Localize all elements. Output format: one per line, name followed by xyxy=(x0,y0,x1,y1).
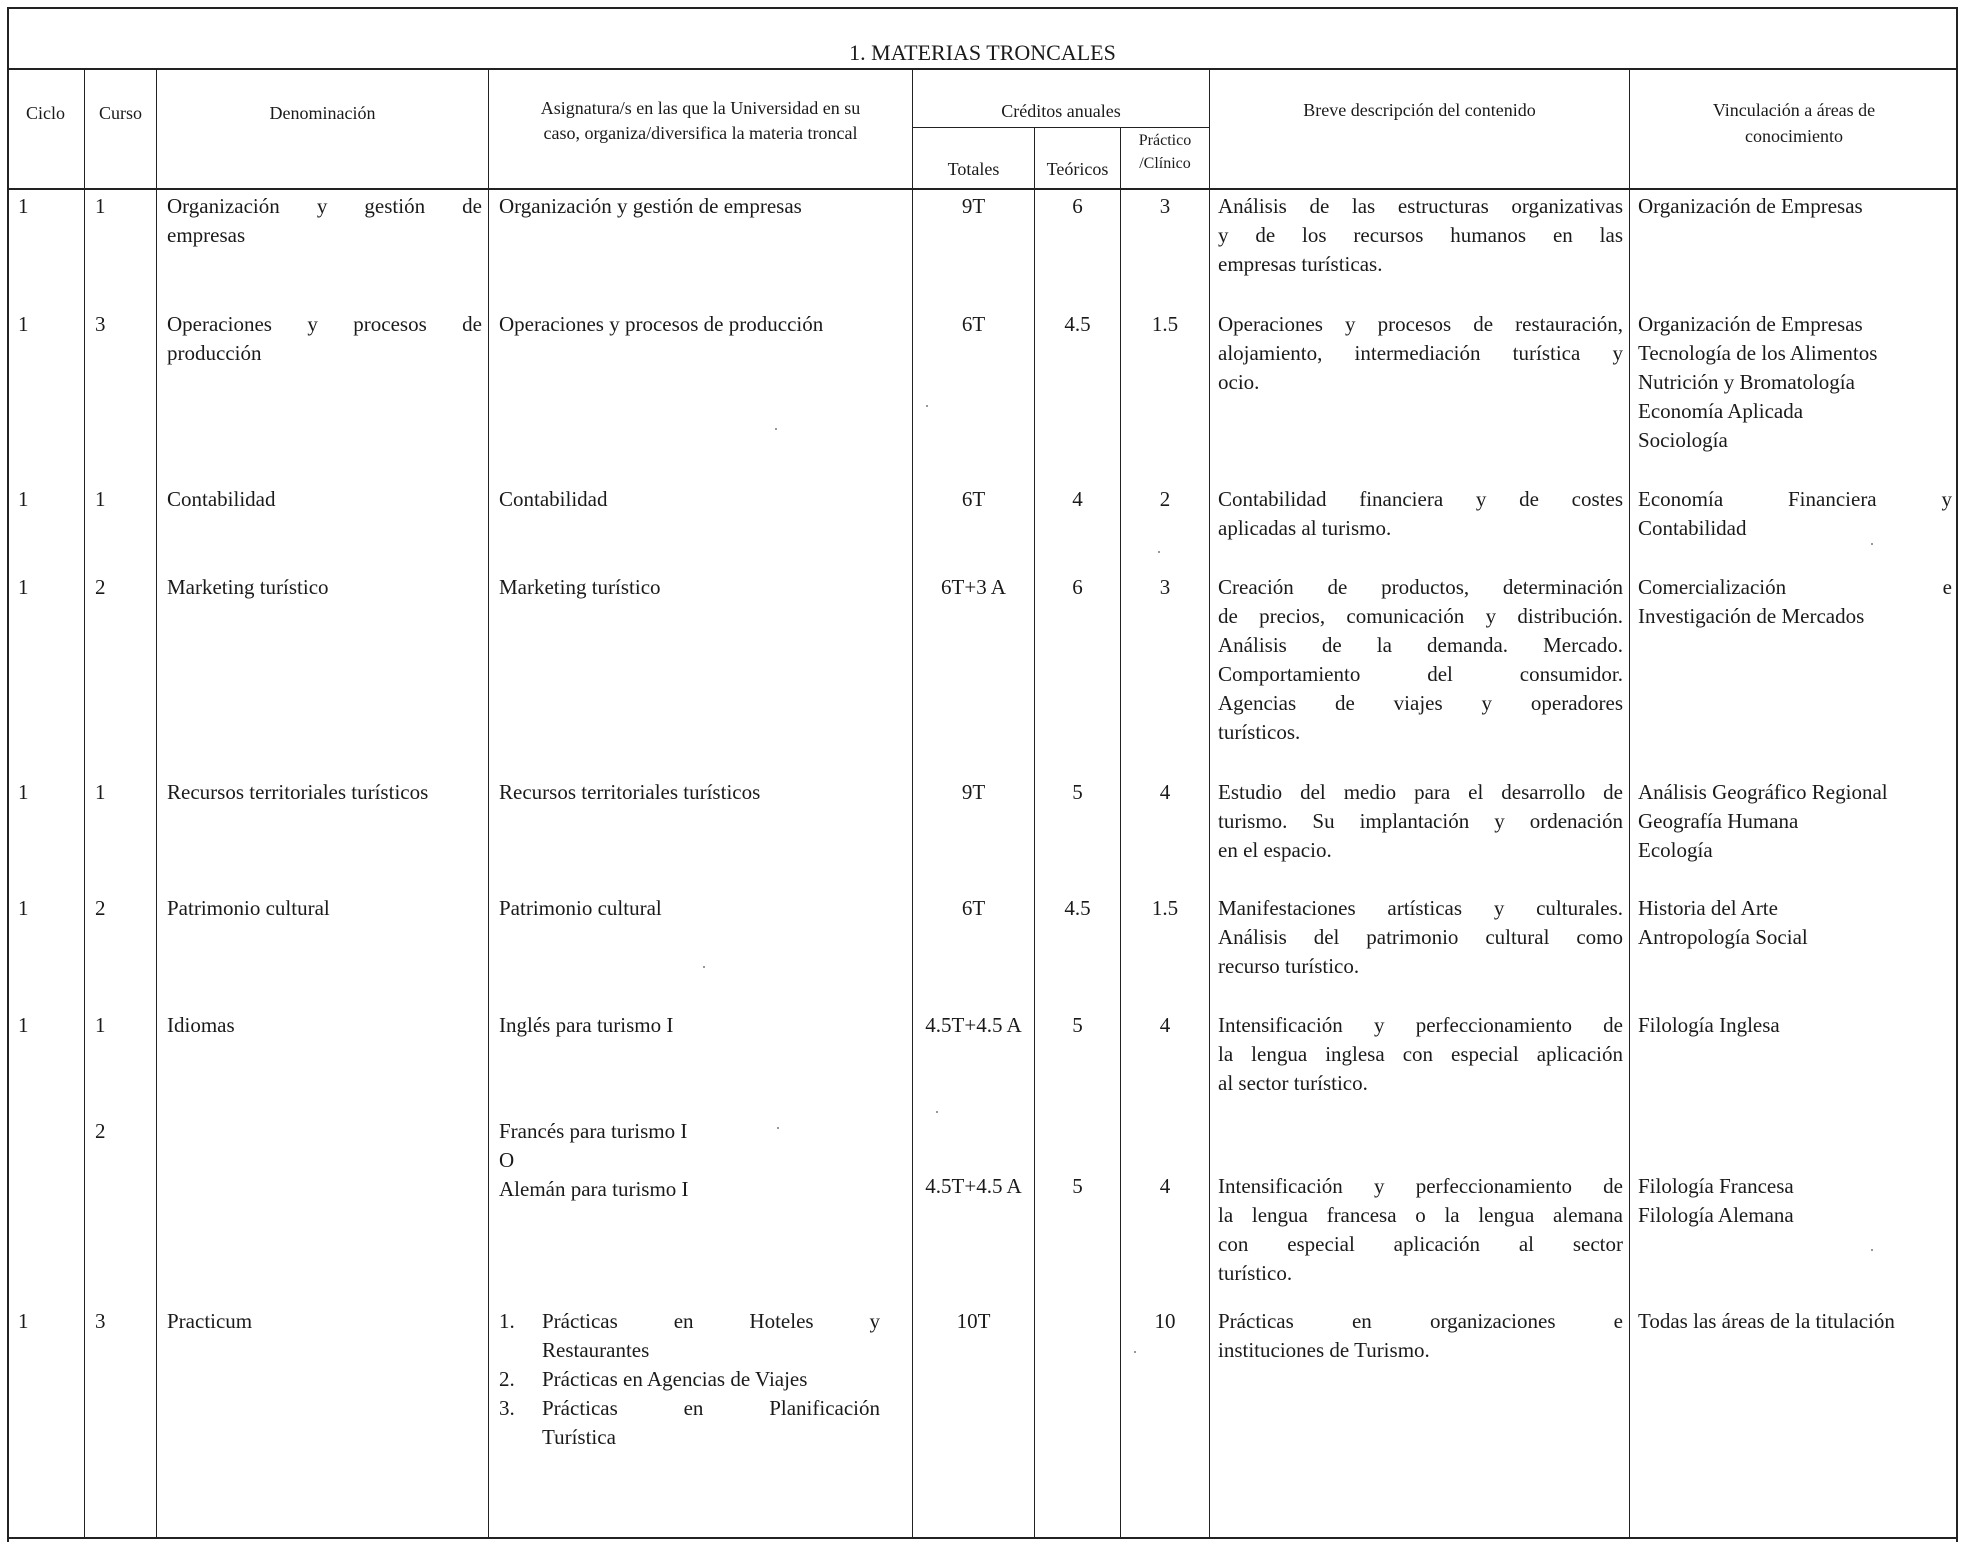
cell-denominacion: Idiomas xyxy=(167,1013,235,1037)
cell-asignatura: Organización y gestión de empresas xyxy=(499,194,802,218)
cell-asignatura: Patrimonio cultural xyxy=(499,896,662,920)
cell-area: Filología Alemana xyxy=(1638,1203,1794,1227)
cell-descripcion: Contabilidad financiera y de costes xyxy=(1218,487,1623,511)
scan-speck xyxy=(936,1111,938,1113)
cell-area: Economía Aplicada xyxy=(1638,399,1804,423)
header-practico: /Clínico xyxy=(1139,155,1191,172)
cell-asignatura: Operaciones y procesos de producción xyxy=(499,312,824,336)
cell-descripcion: Estudio del medio para el desarrollo de xyxy=(1218,780,1623,804)
cell-denominacion: Recursos territoriales turísticos xyxy=(167,780,429,804)
header-vinculacion: Vinculación a áreas de xyxy=(1712,100,1876,120)
header-curso: Curso xyxy=(98,103,142,123)
cell-denominacion: Organización y gestión de xyxy=(167,194,482,218)
cell-area: Historia del Arte xyxy=(1638,896,1778,920)
header-creditos: Créditos anuales xyxy=(1001,101,1121,121)
cell-ciclo: 1 xyxy=(18,487,29,511)
cell-descripcion: Comportamiento del consumidor. xyxy=(1218,662,1623,686)
cell-area: Tecnología de los Alimentos xyxy=(1638,341,1878,365)
cell-curso: 3 xyxy=(95,312,106,336)
col-divider xyxy=(84,68,85,1539)
cell-curso: 2 xyxy=(95,575,106,599)
scan-speck xyxy=(1871,1249,1873,1251)
cell-asignatura: Alemán para turismo I xyxy=(499,1177,689,1201)
cell-ciclo: 1 xyxy=(18,194,29,218)
cell-asignatura: O xyxy=(499,1148,515,1172)
header-denominacion: Denominación xyxy=(269,103,376,123)
scan-speck xyxy=(926,405,928,407)
cell-area: Todas las áreas de la titulación xyxy=(1638,1309,1895,1333)
cell-descripcion: Manifestaciones artísticas y culturales. xyxy=(1218,896,1623,920)
cell-ciclo: 1 xyxy=(18,780,29,804)
cell-ciclo: 1 xyxy=(18,575,29,599)
cell-curso: 1 xyxy=(95,1013,106,1037)
scan-speck xyxy=(775,428,777,430)
cell-descripcion: turístico. xyxy=(1218,1261,1293,1285)
cell-asignatura: Contabilidad xyxy=(499,487,608,511)
cell-totales: 9T xyxy=(961,780,986,804)
header-asignatura: caso, organiza/diversifica la materia troncal xyxy=(543,123,858,143)
cell-area: Contabilidad xyxy=(1638,516,1747,540)
cell-area: Economía Financiera y xyxy=(1638,487,1952,511)
cell-descripcion: Análisis del patrimonio cultural como xyxy=(1218,925,1623,949)
cell-curso: 2 xyxy=(95,1119,106,1143)
cell-teoricos: 5 xyxy=(1072,1174,1083,1198)
cell-descripcion: recurso turístico. xyxy=(1218,954,1360,978)
header-practico: Práctico xyxy=(1138,132,1192,149)
header-teoricos: Teóricos xyxy=(1046,159,1109,179)
cell-asignatura: Recursos territoriales turísticos xyxy=(499,780,761,804)
cell-totales: 10T xyxy=(956,1309,991,1333)
cell-area: Investigación de Mercados xyxy=(1638,604,1865,628)
cell-curso: 1 xyxy=(95,487,106,511)
cell-practico: 3 xyxy=(1159,575,1171,599)
table-title: 1. MATERIAS TRONCALES xyxy=(849,40,1116,65)
cell-descripcion: ocio. xyxy=(1218,370,1260,394)
cell-teoricos: 6 xyxy=(1072,194,1083,218)
cell-practico: 4 xyxy=(1159,1013,1171,1037)
cell-asignatura: Restaurantes xyxy=(542,1338,650,1362)
table-bottom-line xyxy=(7,1537,1958,1539)
cell-teoricos: 4 xyxy=(1072,487,1083,511)
col-divider xyxy=(488,68,489,1539)
cell-denominacion: empresas xyxy=(167,223,246,247)
cell-teoricos: 5 xyxy=(1072,780,1083,804)
cell-descripcion: alojamiento, intermediación turística y xyxy=(1218,341,1623,365)
cell-denominacion: Marketing turístico xyxy=(167,575,329,599)
cell-asignatura: Francés para turismo I xyxy=(499,1119,688,1143)
cell-ciclo: 1 xyxy=(18,1013,29,1037)
cell-totales: 6T xyxy=(961,896,986,920)
cell-teoricos: 6 xyxy=(1072,575,1083,599)
cell-curso: 2 xyxy=(95,896,106,920)
cell-practico: 1.5 xyxy=(1151,896,1179,920)
cell-descripcion: la lengua francesa o la lengua alemana xyxy=(1218,1203,1623,1227)
cell-descripcion: Prácticas en organizaciones e xyxy=(1218,1309,1623,1333)
cell-asignatura-num: 3. xyxy=(499,1396,515,1420)
cell-descripcion: de precios, comunicación y distribución. xyxy=(1218,604,1623,628)
cell-curso: 1 xyxy=(95,780,106,804)
cell-asignatura-num: 2. xyxy=(499,1367,515,1391)
cell-ciclo: 1 xyxy=(18,312,29,336)
col-divider xyxy=(1629,68,1630,1539)
scan-speck xyxy=(1158,551,1160,553)
cell-descripcion: Creación de productos, determinación xyxy=(1218,575,1623,599)
cell-area: Organización de Empresas xyxy=(1638,312,1863,336)
header-bottom-line xyxy=(7,188,1958,190)
cell-totales: 4.5T+4.5 A xyxy=(925,1013,1022,1037)
scan-speck xyxy=(777,1127,779,1129)
cell-descripcion: Análisis de las estructuras organizativas xyxy=(1218,194,1623,218)
cell-practico: 4 xyxy=(1159,780,1171,804)
cell-asignatura: Prácticas en Planificación xyxy=(542,1396,880,1420)
cell-asignatura-num: 1. xyxy=(499,1309,515,1333)
cell-area: Análisis Geográfico Regional xyxy=(1638,780,1888,804)
cell-descripcion: en el espacio. xyxy=(1218,838,1332,862)
cell-denominacion: Patrimonio cultural xyxy=(167,896,330,920)
cell-descripcion: Operaciones y procesos de restauración, xyxy=(1218,312,1623,336)
cell-teoricos: 4.5 xyxy=(1064,312,1091,336)
cell-area: Filología Francesa xyxy=(1638,1174,1794,1198)
cell-totales: 6T xyxy=(961,487,986,511)
cell-descripcion: Agencias de viajes y operadores xyxy=(1218,691,1623,715)
cell-totales: 6T xyxy=(961,312,986,336)
scan-speck xyxy=(1871,543,1873,545)
cell-ciclo: 1 xyxy=(18,1309,29,1333)
cell-descripcion: Intensificación y perfeccionamiento de xyxy=(1218,1013,1623,1037)
creditos-subline xyxy=(912,127,1209,128)
cell-ciclo: 1 xyxy=(18,896,29,920)
header-vinculacion: conocimiento xyxy=(1745,126,1843,146)
cell-descripcion: turísticos. xyxy=(1218,720,1301,744)
cell-descripcion: y de los recursos humanos en las xyxy=(1218,223,1623,247)
cell-asignatura: Prácticas en Hoteles y xyxy=(542,1309,880,1333)
cell-denominacion: Contabilidad xyxy=(167,487,276,511)
header-descripcion: Breve descripción del contenido xyxy=(1303,100,1536,120)
cell-descripcion: Análisis de la demanda. Mercado. xyxy=(1218,633,1623,657)
cell-area: Filología Inglesa xyxy=(1638,1013,1780,1037)
cell-asignatura: Turística xyxy=(542,1425,616,1449)
cell-curso: 3 xyxy=(95,1309,106,1333)
cell-area: Geografía Humana xyxy=(1638,809,1799,833)
cell-descripcion: con especial aplicación al sector xyxy=(1218,1232,1623,1256)
cell-area: Comercialización e xyxy=(1638,575,1952,599)
cell-totales: 4.5T+4.5 A xyxy=(925,1174,1022,1198)
cell-teoricos: 5 xyxy=(1072,1013,1083,1037)
header-totales: Totales xyxy=(947,159,1000,179)
scan-speck xyxy=(1134,1351,1136,1353)
cell-descripcion: instituciones de Turismo. xyxy=(1218,1338,1430,1362)
cell-denominacion: Operaciones y procesos de xyxy=(167,312,482,336)
cell-totales: 9T xyxy=(961,194,986,218)
cell-practico: 3 xyxy=(1159,194,1171,218)
cell-teoricos: 4.5 xyxy=(1064,896,1091,920)
cell-descripcion: la lengua inglesa con especial aplicación xyxy=(1218,1042,1623,1066)
header-top-line xyxy=(7,68,1958,70)
cell-asignatura: Marketing turístico xyxy=(499,575,661,599)
cell-practico: 2 xyxy=(1159,487,1171,511)
cell-denominacion: Practicum xyxy=(167,1309,253,1333)
scan-speck xyxy=(703,966,705,968)
cell-asignatura: Prácticas en Agencias de Viajes xyxy=(542,1367,808,1391)
cell-area: Antropología Social xyxy=(1638,925,1808,949)
header-ciclo: Ciclo xyxy=(26,103,65,123)
cell-descripcion: empresas turísticas. xyxy=(1218,252,1383,276)
col-divider xyxy=(1209,68,1210,1539)
cell-denominacion: producción xyxy=(167,341,262,365)
cell-practico: 1.5 xyxy=(1151,312,1179,336)
cell-descripcion: al sector turístico. xyxy=(1218,1071,1368,1095)
cell-totales: 6T+3 A xyxy=(941,575,1006,599)
col-divider xyxy=(156,68,157,1539)
cell-practico: 4 xyxy=(1159,1174,1171,1198)
cell-practico: 10 xyxy=(1154,1309,1176,1333)
cell-area: Nutrición y Bromatología xyxy=(1638,370,1855,394)
cell-curso: 1 xyxy=(95,194,106,218)
cell-descripcion: Intensificación y perfeccionamiento de xyxy=(1218,1174,1623,1198)
cell-area: Sociología xyxy=(1638,428,1728,452)
cell-area: Ecología xyxy=(1638,838,1713,862)
cell-descripcion: turismo. Su implantación y ordenación xyxy=(1218,809,1623,833)
cell-descripcion: aplicadas al turismo. xyxy=(1218,516,1392,540)
cell-area: Organización de Empresas xyxy=(1638,194,1863,218)
header-asignatura: Asignatura/s en las que la Universidad en su xyxy=(540,98,861,118)
cell-asignatura: Inglés para turismo I xyxy=(499,1013,674,1037)
